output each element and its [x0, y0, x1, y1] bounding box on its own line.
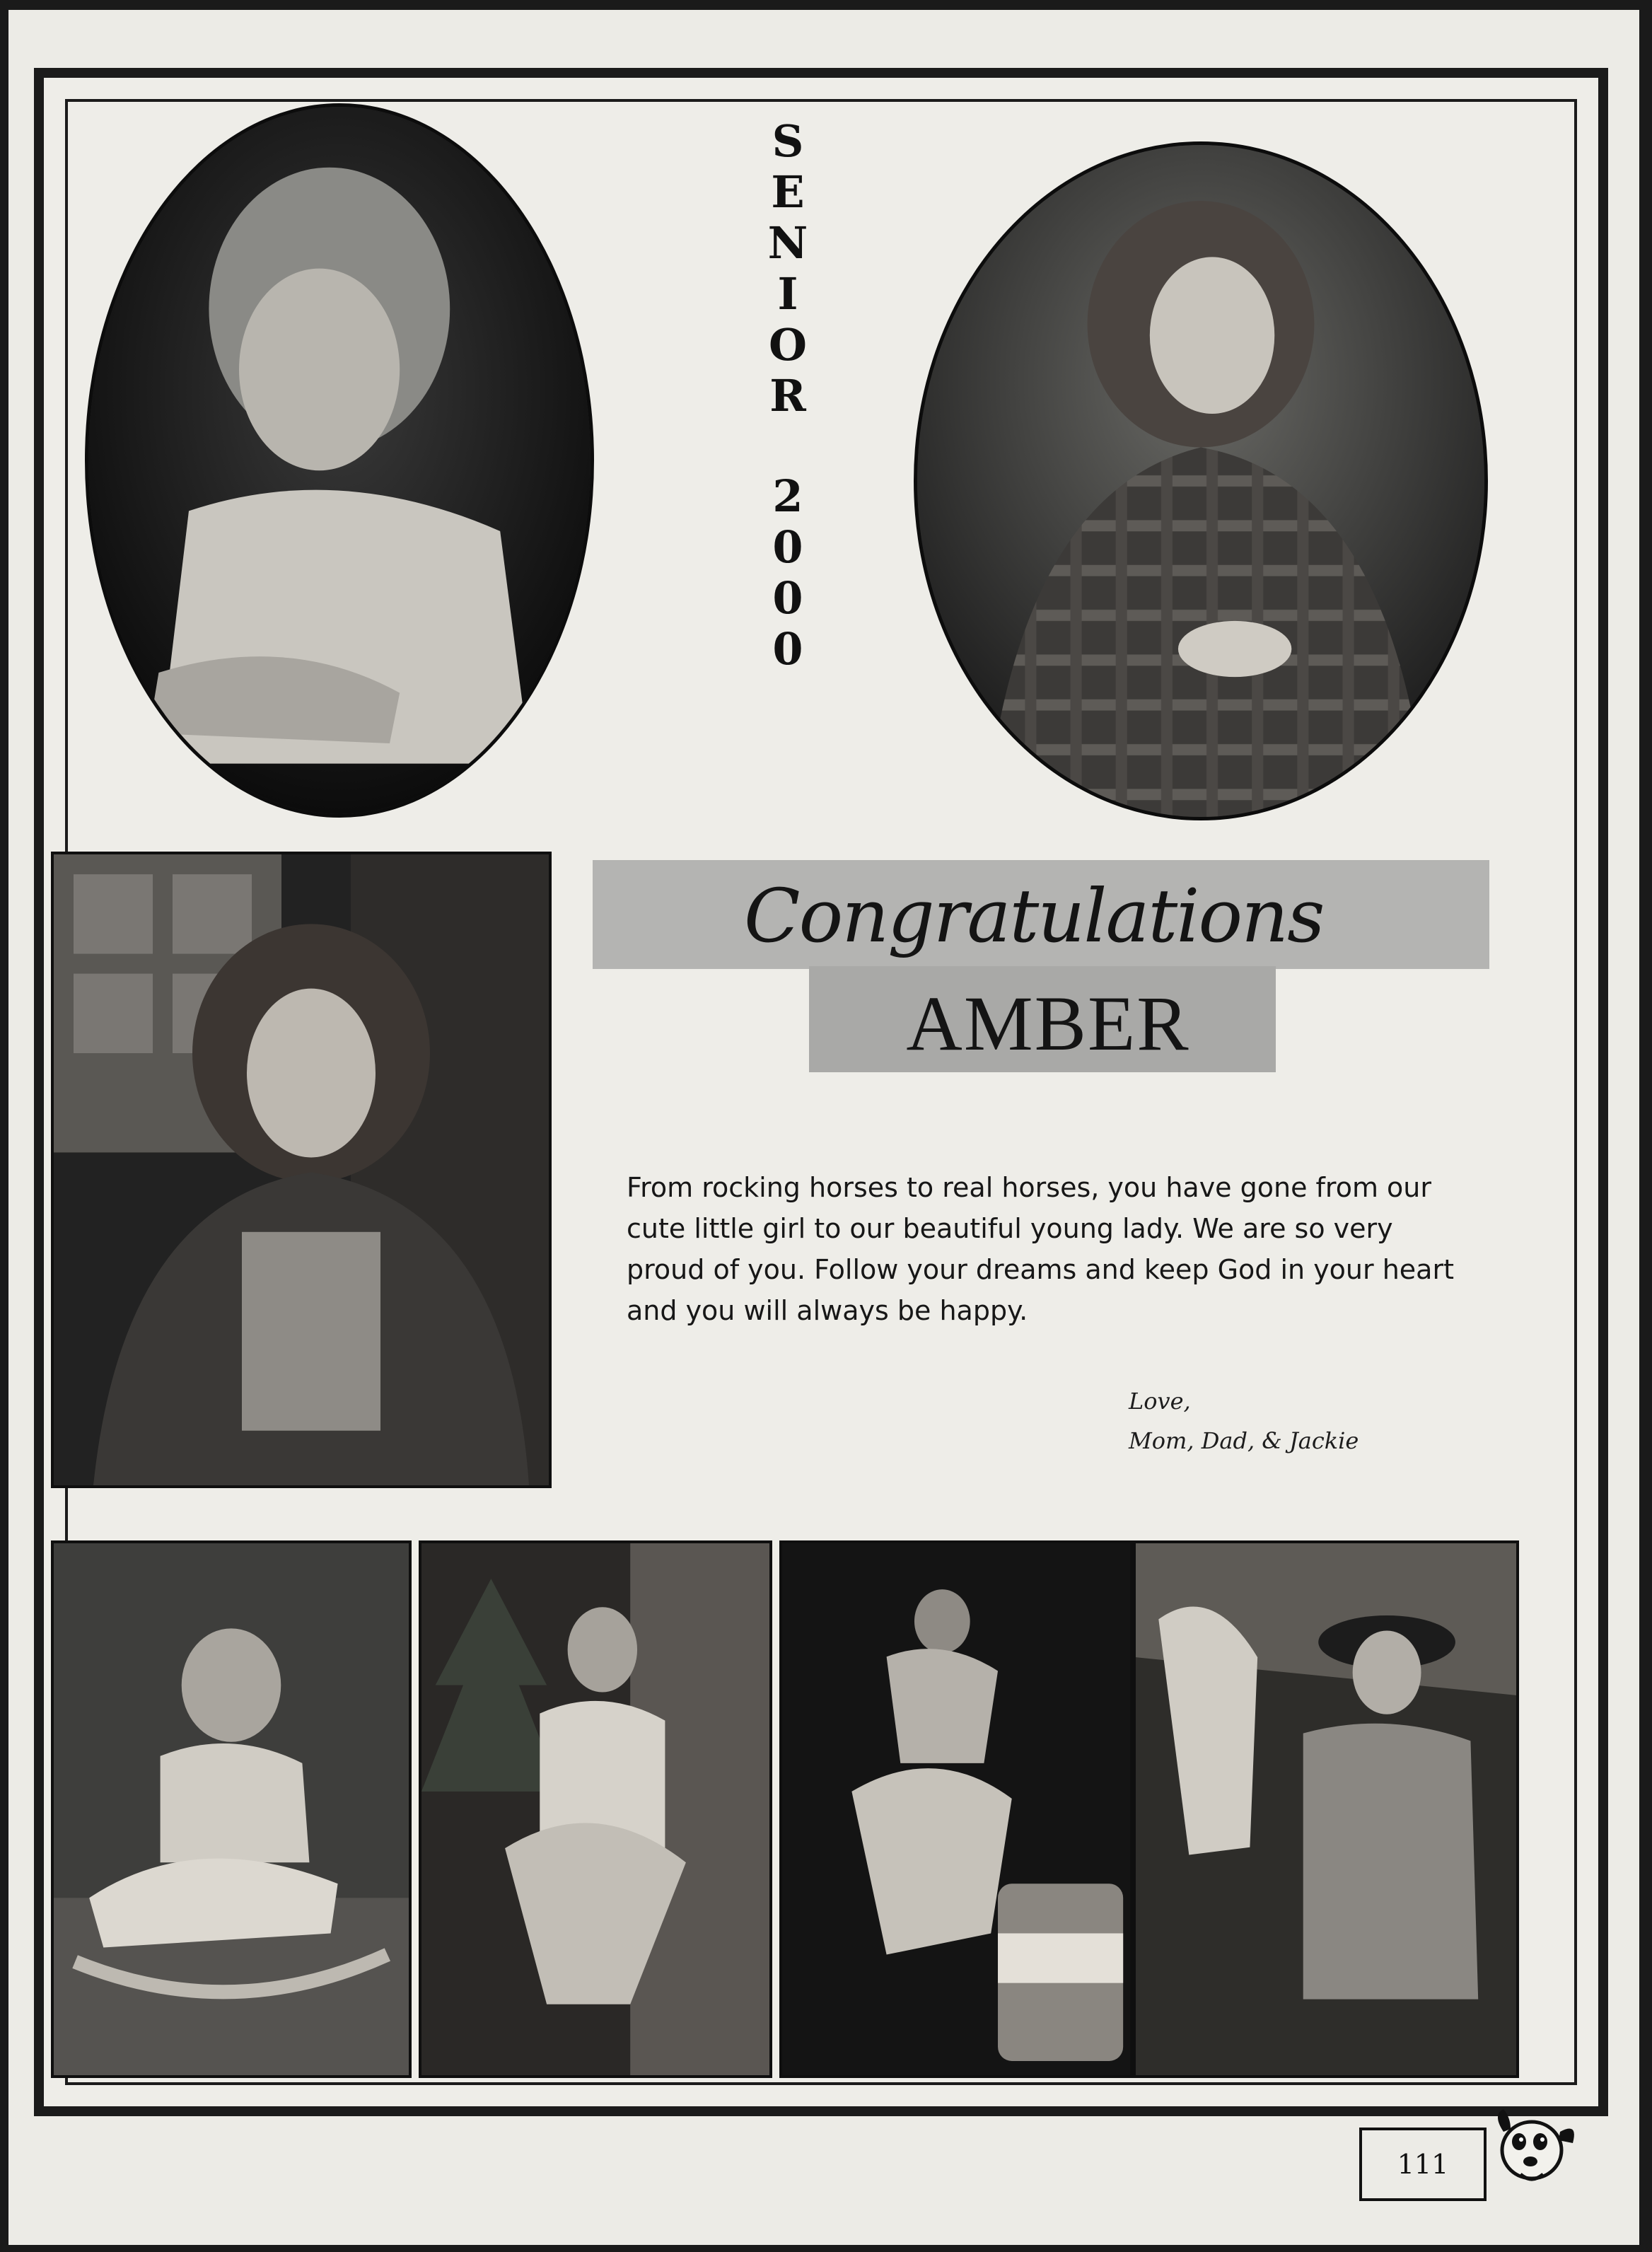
honoree-name: AMBER	[906, 980, 1190, 1067]
senior-portrait-plaid-photo	[914, 141, 1488, 820]
signature-line: Mom, Dad, & Jackie	[1129, 1427, 1359, 1454]
year-digit: 0	[772, 521, 803, 573]
senior-letter: R	[769, 370, 806, 422]
year-digit: 0	[772, 572, 803, 624]
year-digit: 0	[772, 623, 803, 675]
senior-letter: I	[777, 268, 798, 320]
congratulations-heading: Congratulations	[744, 873, 1324, 959]
senior-letter: E	[771, 166, 805, 218]
year-digit: 2	[772, 470, 803, 522]
christmas-horse-photo	[419, 1540, 772, 2078]
senior-letter: S	[772, 115, 804, 167]
rocking-horse-photo	[51, 1540, 412, 2078]
dog-mascot-icon	[1489, 2101, 1588, 2207]
yearbook-page	[8, 10, 1639, 2245]
senior-letter: O	[768, 319, 807, 371]
barrel-racing-photo	[779, 1540, 1133, 2078]
closing-line: Love,	[1129, 1388, 1191, 1415]
page-number: 111	[1359, 2128, 1487, 2201]
toddler-portrait-photo	[85, 103, 594, 818]
tribute-message: From rocking horses to real horses, you have gone from our cute little girl to our beautiful young lady. We are so very proud of you. Follow your dreams and keep God in your heart and you will always be happy.	[627, 1172, 1454, 1326]
senior-letter: N	[767, 217, 808, 269]
cowgirl-horse-photo	[1133, 1540, 1519, 2078]
senior-portrait-window-photo	[51, 852, 552, 1488]
senior-2000-vertical-title	[752, 116, 823, 675]
